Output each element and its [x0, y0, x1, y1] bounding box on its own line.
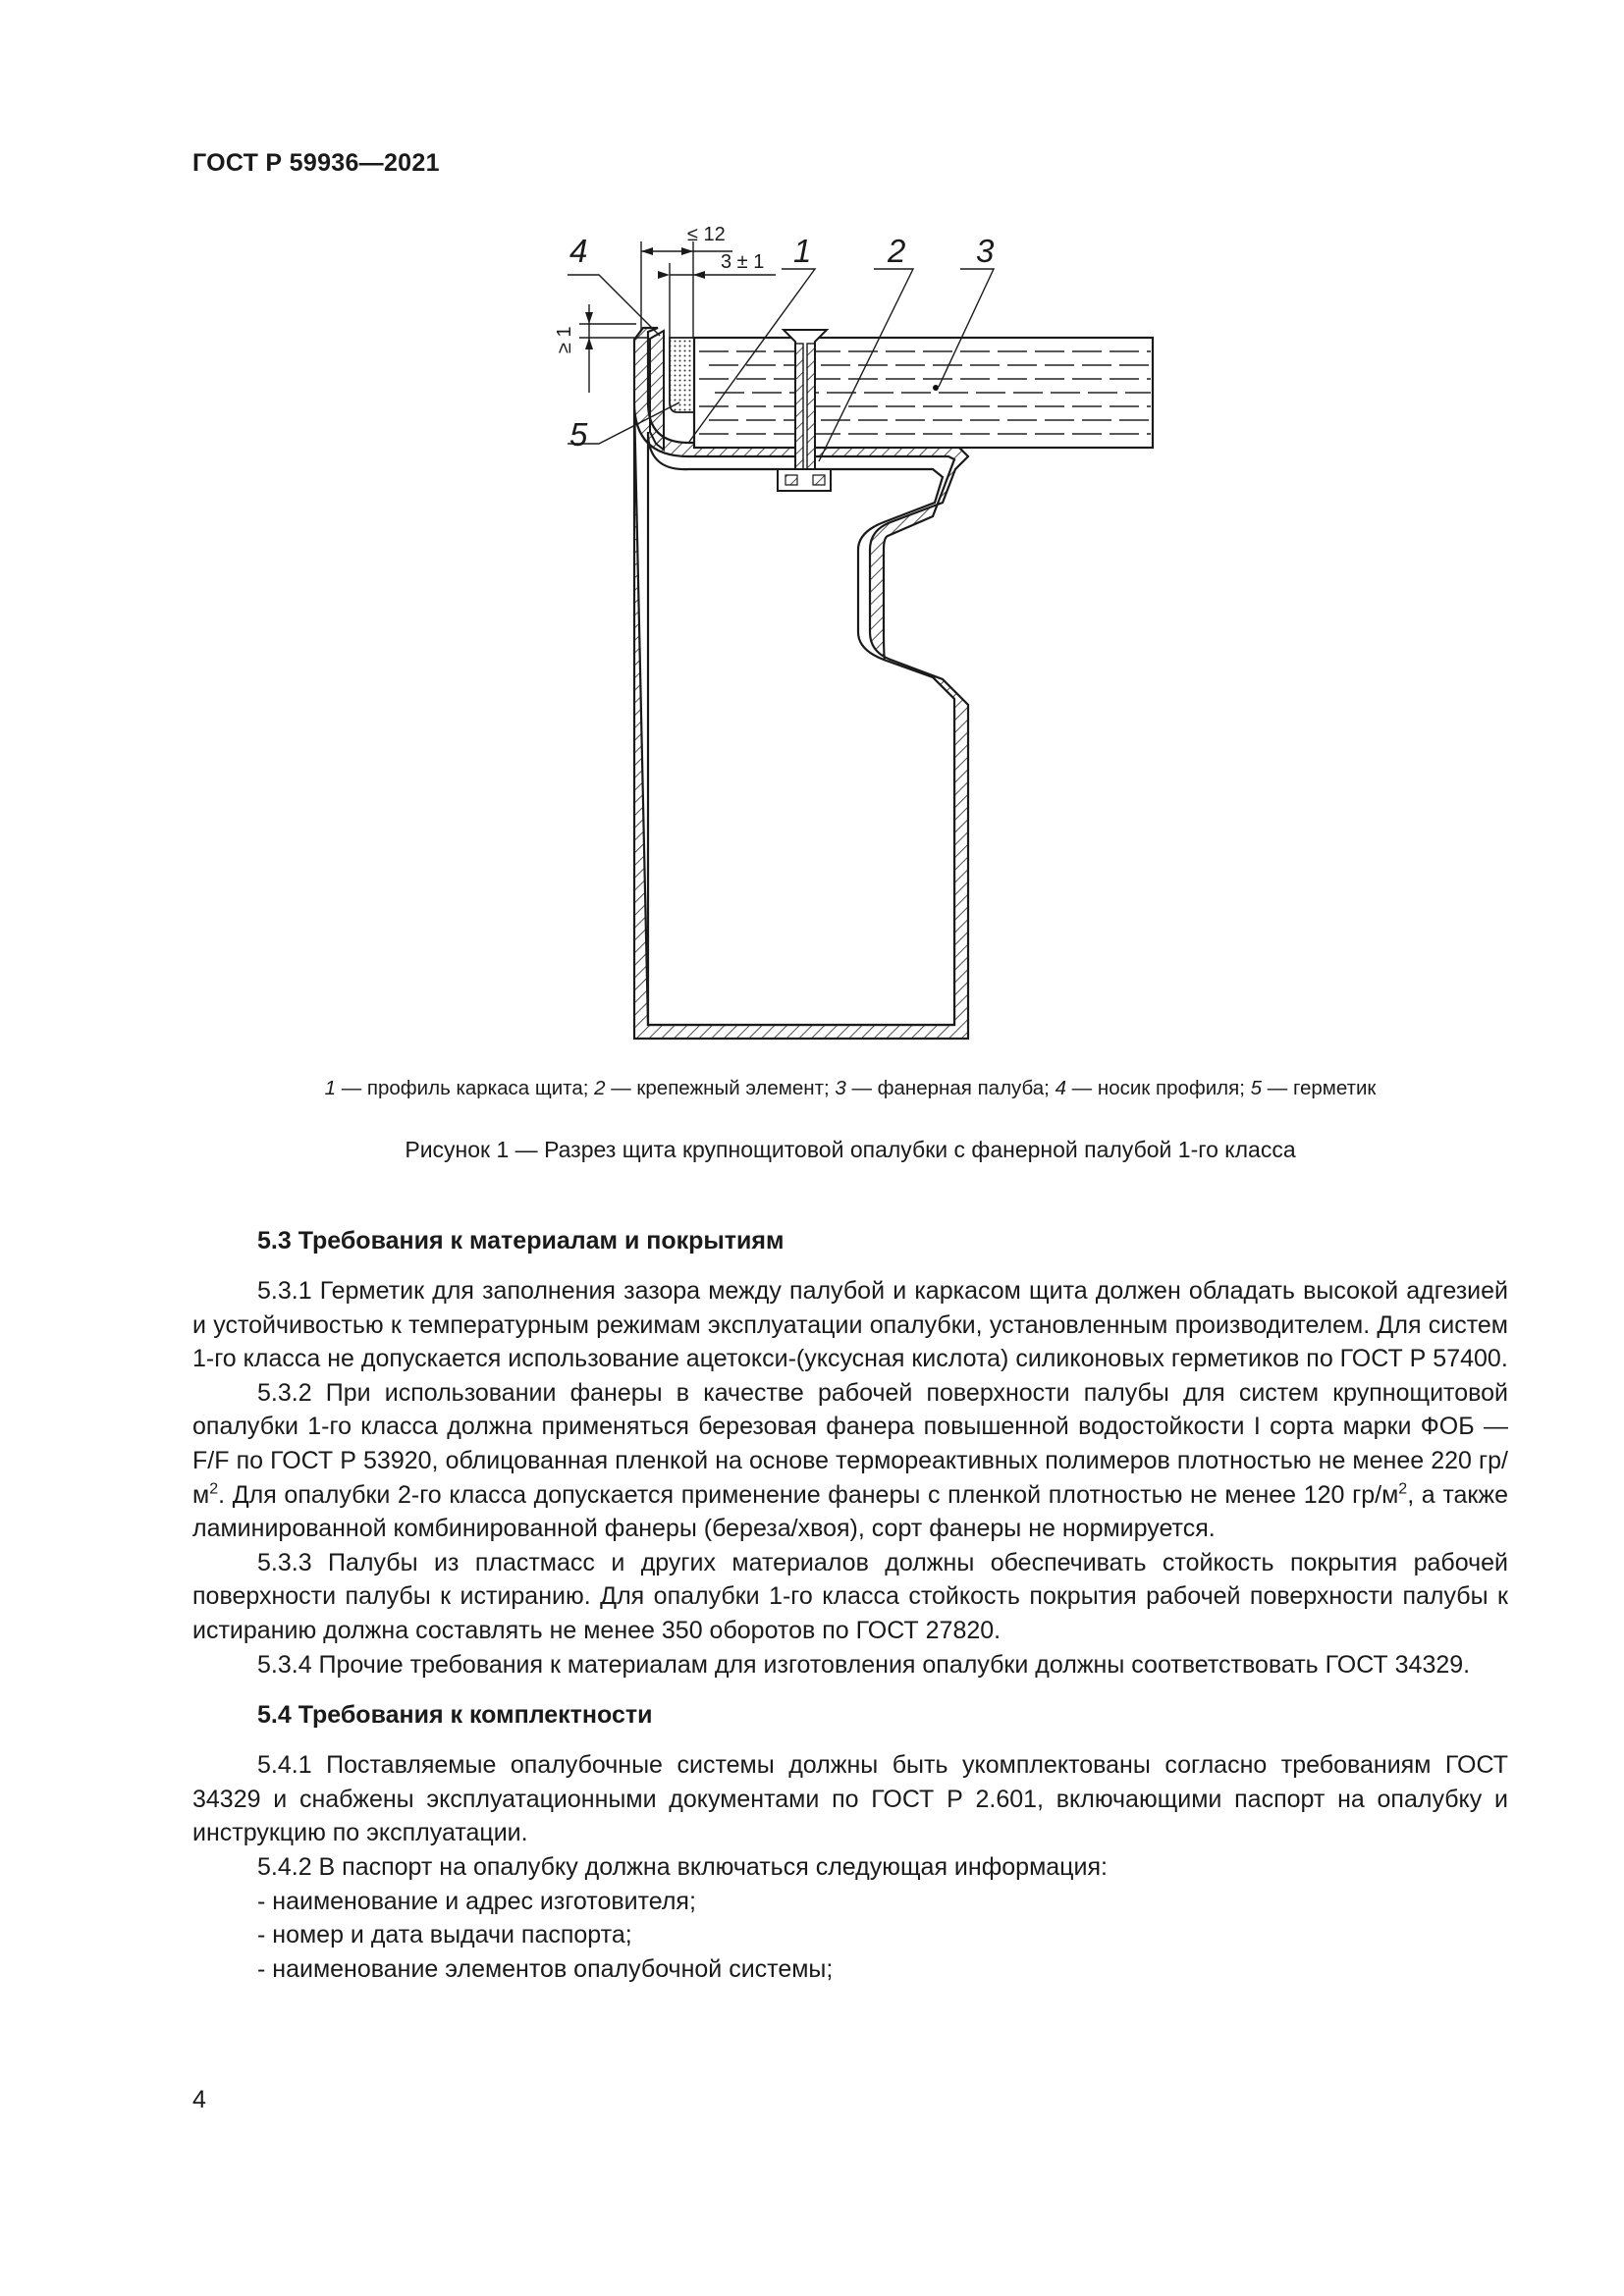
- figure-cross-section: [530, 216, 1159, 1060]
- document-header: ГОСТ Р 59936—2021: [192, 149, 440, 177]
- legend-text-2: — крепежный элемент;: [605, 1077, 836, 1099]
- paragraph-5-3-2: [192, 1376, 1508, 1546]
- paragraph-5-3-2-part-b: . Для опалубки 2-го класса допускается применение фанеры с пленкой плотностью не менее 120 гр/м: [218, 1480, 1399, 1509]
- profile-nose: [650, 331, 664, 450]
- callout-3: 3: [976, 233, 995, 269]
- legend-text-3: — фанерная палуба;: [845, 1077, 1056, 1099]
- paragraph-5-3-1: 5.3.1 Герметик для заполнения зазора между палубой и каркасом щита должен обладать высокой адгезией и устойчивостью к температурным режимам эксплуатации опалубки, установленным производителем. Для систем 1-го класса не допускается использование ацетокси-(уксусная кислота) силиконовых герметиков по ГОСТ Р 57400.: [192, 1277, 1508, 1373]
- legend-text-5: — герметик: [1262, 1077, 1377, 1099]
- legend-num-2: 2: [594, 1077, 606, 1099]
- superscript-2a: 2: [209, 1480, 219, 1498]
- section-heading-5-4: 5.4 Требования к комплектности: [257, 1701, 653, 1730]
- superscript-2b: 2: [1398, 1480, 1408, 1498]
- callout-4: 4: [569, 233, 588, 269]
- legend-num-3: 3: [835, 1077, 846, 1099]
- page-number: 4: [192, 2086, 206, 2113]
- legend-text-4: — носик профиля;: [1065, 1077, 1251, 1099]
- formwork-section-drawing: [530, 216, 1159, 1060]
- list-item: - номер и дата выдачи паспорта;: [257, 1921, 632, 1949]
- figure-legend: [192, 1077, 1508, 1100]
- list-item: - наименование элементов опалубочной системы;: [257, 1954, 834, 1983]
- callout-2: 2: [888, 233, 906, 269]
- paragraph-5-3-4: 5.3.4 Прочие требования к материалам для изготовления опалубки должны соответствовать ГОСТ 34329.: [257, 1650, 1471, 1679]
- callout-1: 1: [793, 233, 812, 269]
- paragraph-5-3-2-part-a: 5.3.2 При использовании фанеры в качестве рабочей поверхности палубы для систем крупнощитовой опалубки 1-го класса должна применяться березовая фанера повышенной водостойкости I сорта марки ФОБ — F/F по ГОСТ Р 53920, облицованная пленкой на основе термореактивных полимеров плотностью не менее 220 гр/м: [192, 1378, 1508, 1509]
- paragraph-5-3-3: 5.3.3 Палубы из пластмасс и других материалов должны обеспечивать стойкость покрытия рабочей поверхности палубы к истиранию. Для опалубки 1-го класса стойкость покрытия рабочей поверхности палубы к истиранию должна составлять не менее 350 оборотов по ГОСТ 27820.: [192, 1548, 1508, 1644]
- dim-min: ≥ 1: [554, 326, 575, 353]
- dim-gap: 3 ± 1: [721, 251, 765, 273]
- figure-caption: Рисунок 1 — Разрез щита крупнощитовой опалубки с фанерной палубой 1-го класса: [405, 1137, 1296, 1162]
- dim-max: ≤ 12: [687, 224, 726, 245]
- callout-5: 5: [569, 416, 588, 453]
- paragraph-5-4-1: 5.4.1 Поставляемые опалубочные системы должны быть укомплектованы согласно требованиям ГОСТ 34329 и снабжены эксплуатационными документами по ГОСТ Р 2.601, включающими паспорт на опалубку и инструкцию по эксплуатации.: [192, 1751, 1508, 1847]
- paragraph-5-4-2: 5.4.2 В паспорт на опалубку должна включаться следующая информация:: [257, 1852, 1108, 1881]
- section-heading-5-3: 5.3 Требования к материалам и покрытиям: [257, 1227, 785, 1255]
- document-body: [192, 1224, 1508, 1986]
- list-item: - наименование и адрес изготовителя;: [257, 1887, 696, 1915]
- legend-num-5: 5: [1250, 1077, 1263, 1099]
- legend-num-4: 4: [1055, 1077, 1066, 1099]
- legend-text-1: — профиль каркаса щита;: [336, 1077, 595, 1099]
- legend-num-1: 1: [324, 1077, 337, 1099]
- sealant: [670, 338, 694, 412]
- paragraph-5-3-2-part-c: , а также ламинированной комбинированной фанеры (береза/хвоя), сорт фанеры не нормируется.: [192, 1480, 1508, 1543]
